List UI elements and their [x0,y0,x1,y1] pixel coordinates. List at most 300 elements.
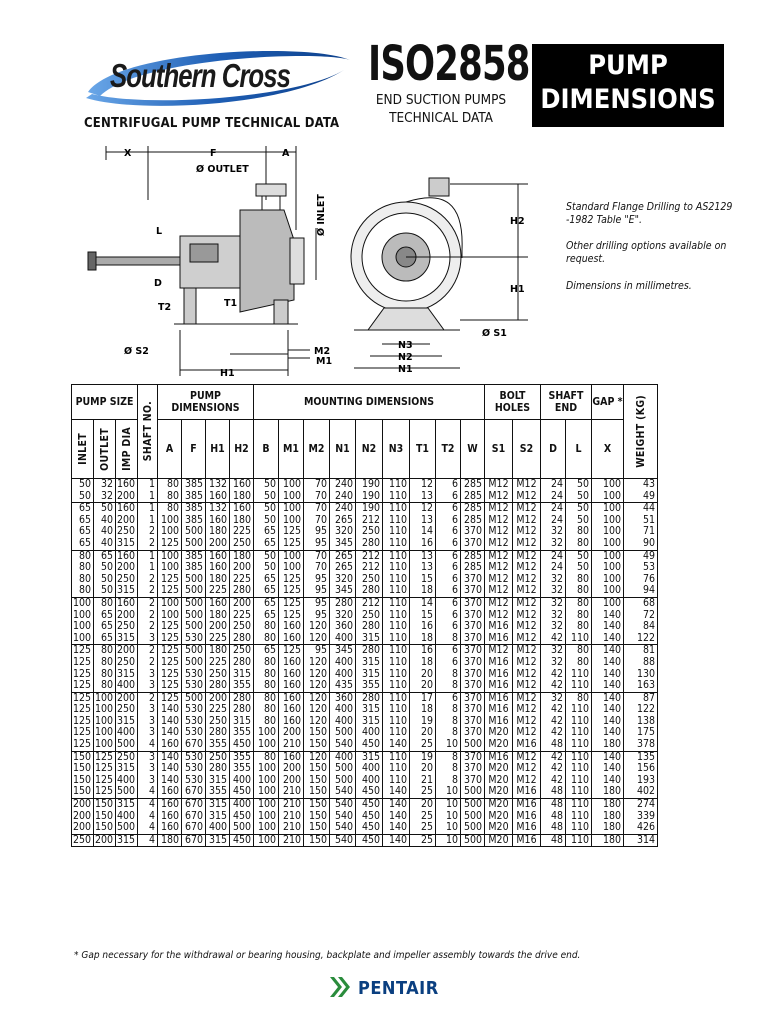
table-cell: 110 [566,739,592,751]
table-cell: 100 [158,562,182,574]
table-cell: 140 [592,633,624,645]
table-cell: 110 [566,763,592,775]
table-cell: 32 [541,597,566,609]
table-cell: 110 [566,811,592,823]
table-cell: 160 [230,503,254,515]
table-cell: 50 [566,550,592,562]
table-cell: M12 [513,692,541,704]
table-cell: 160 [206,562,230,574]
dim-h2-label: H2 [510,216,525,227]
table-cell: 8 [436,727,461,739]
table-cell: 150 [94,822,116,834]
table-cell: 385 [182,550,206,562]
dim-t1-label: T1 [224,298,238,309]
table-cell: 6 [436,645,461,657]
table-cell: 110 [383,775,410,787]
brand-name: Southern Cross [110,57,290,94]
table-row [72,763,658,775]
table-cell: 65 [94,621,116,633]
table-cell: 180 [592,799,624,811]
table-cell: 6 [436,562,461,574]
table-cell: 150 [72,786,94,798]
table-cell: 110 [566,751,592,763]
table-row [72,657,658,669]
table-cell: 100 [592,597,624,609]
table-cell: 250 [116,704,138,716]
table-cell: 81 [624,645,658,657]
table-cell: 100 [94,739,116,751]
table-cell: 125 [94,775,116,787]
table-cell: M12 [513,621,541,633]
table-cell: 225 [230,610,254,622]
table-cell: 500 [182,526,206,538]
table-cell: 110 [383,763,410,775]
table-cell: 345 [330,538,356,550]
table-cell: 140 [383,786,410,798]
table-cell: 100 [592,538,624,550]
table-cell: M12 [513,657,541,669]
table-cell: 3 [138,680,158,692]
table-cell: 110 [566,680,592,692]
table-cell: 10 [436,822,461,834]
table-cell: 190 [356,503,383,515]
title-box-line1: PUMP [588,50,668,81]
table-cell: 140 [592,727,624,739]
table-cell: 2 [138,657,158,669]
table-cell: 24 [541,491,566,503]
table-cell: 100 [72,597,94,609]
table-cell: 315 [116,538,138,550]
table-cell: 16 [410,621,436,633]
column-header: F [182,420,206,479]
table-cell: 100 [254,775,279,787]
table-cell: 370 [461,597,485,609]
table-cell: 200 [206,538,230,550]
table-cell: 225 [206,633,230,645]
table-cell: 65 [254,597,279,609]
table-cell: 120 [304,716,330,728]
table-cell: 21 [410,775,436,787]
table-cell: 370 [461,680,485,692]
table-cell: 125 [158,574,182,586]
subtitle-left: CENTRIFUGAL PUMP TECHNICAL DATA [84,116,340,131]
table-cell: 285 [461,562,485,574]
table-cell: 122 [624,704,658,716]
table-cell: 370 [461,692,485,704]
table-cell: 6 [436,574,461,586]
note-drilling: Other drilling options available on request. [566,240,727,265]
table-cell: 2 [138,526,158,538]
table-cell: 70 [304,562,330,574]
table-cell: 400 [330,751,356,763]
table-cell: 125 [158,645,182,657]
table-cell: 426 [624,822,658,834]
table-cell: 19 [410,751,436,763]
table-cell: 48 [541,834,566,847]
table-cell: 500 [182,692,206,704]
table-cell: 24 [541,515,566,527]
table-cell: 285 [461,479,485,491]
table-cell: 180 [206,526,230,538]
table-row [72,526,658,538]
table-cell: 110 [566,669,592,681]
table-cell: 42 [541,716,566,728]
table-cell: M20 [485,811,513,823]
table-cell: 140 [592,680,624,692]
table-cell: 110 [383,491,410,503]
table-cell: 670 [182,786,206,798]
table-cell: 4 [138,799,158,811]
table-cell: 500 [182,538,206,550]
table-cell: M16 [513,811,541,823]
dim-a-label: A [282,148,290,159]
table-cell: 80 [254,621,279,633]
table-cell: M12 [513,633,541,645]
table-cell: 70 [304,550,330,562]
column-header: H1 [206,420,230,479]
table-cell: 315 [206,811,230,823]
table-cell: 24 [541,503,566,515]
table-cell: 80 [158,503,182,515]
table-cell: 65 [254,645,279,657]
dim-l-label: L [156,226,163,237]
table-cell: 42 [541,751,566,763]
table-cell: 43 [624,479,658,491]
table-row [72,574,658,586]
table-cell: 2 [138,610,158,622]
table-cell: M12 [513,645,541,657]
table-cell: 210 [279,822,304,834]
dim-n2-label: N2 [398,352,413,363]
table-cell: 1 [138,562,158,574]
table-cell: 100 [592,491,624,503]
table-cell: M20 [485,786,513,798]
table-cell: 8 [436,669,461,681]
table-cell: 14 [410,597,436,609]
table-cell: 132 [206,479,230,491]
table-cell: 200 [206,621,230,633]
table-row [72,491,658,503]
table-cell: 80 [254,657,279,669]
table-cell: 14 [410,526,436,538]
table-cell: 80 [254,669,279,681]
table-cell: 315 [356,657,383,669]
table-cell: 315 [116,669,138,681]
table-cell: 670 [182,834,206,847]
table-cell: 80 [94,657,116,669]
dim-n3-label: N3 [398,340,413,351]
dim-f-label: F [210,148,217,159]
table-cell: M12 [485,610,513,622]
table-cell: 50 [94,562,116,574]
table-cell: 385 [182,503,206,515]
table-cell: 110 [566,633,592,645]
table-cell: 3 [138,763,158,775]
dim-outlet-label: Ø OUTLET [196,164,249,175]
table-cell: 160 [279,704,304,716]
table-cell: 180 [230,515,254,527]
table-cell: 18 [410,704,436,716]
table-cell: 500 [182,657,206,669]
table-cell: M12 [485,538,513,550]
table-cell: 4 [138,834,158,847]
table-cell: 280 [330,597,356,609]
table-cell: 80 [94,597,116,609]
table-cell: 500 [182,610,206,622]
table-cell: 370 [461,538,485,550]
dim-m2-label: M2 [314,346,331,357]
table-cell: 80 [72,585,94,597]
table-cell: 280 [230,692,254,704]
table-cell: 6 [436,491,461,503]
table-cell: 50 [566,515,592,527]
table-cell: 110 [383,621,410,633]
table-cell: 500 [116,786,138,798]
table-cell: M12 [485,597,513,609]
table-cell: 160 [158,822,182,834]
table-cell: 125 [72,645,94,657]
table-cell: 670 [182,799,206,811]
table-cell: 120 [304,621,330,633]
table-cell: 240 [330,491,356,503]
table-cell: 355 [230,763,254,775]
table-cell: 110 [383,538,410,550]
table-cell: 110 [566,716,592,728]
table-cell: 49 [624,491,658,503]
table-cell: 140 [383,739,410,751]
table-cell: M16 [485,716,513,728]
table-cell: 100 [72,610,94,622]
table-cell: 200 [116,692,138,704]
table-cell: 100 [592,479,624,491]
table-cell: M12 [513,716,541,728]
table-cell: 156 [624,763,658,775]
table-cell: 40 [94,538,116,550]
table-cell: 125 [94,751,116,763]
table-cell: M12 [485,491,513,503]
table-cell: 140 [592,692,624,704]
column-header: M2 [304,420,330,479]
table-cell: 70 [304,479,330,491]
table-cell: 6 [436,621,461,633]
table-cell: 65 [254,526,279,538]
table-cell: 110 [383,574,410,586]
table-cell: 200 [279,727,304,739]
table-cell: 125 [158,669,182,681]
table-cell: 240 [330,479,356,491]
table-row [72,597,658,609]
table-cell: 4 [138,786,158,798]
table-cell: 225 [206,585,230,597]
table-cell: 210 [279,799,304,811]
table-cell: 80 [72,550,94,562]
table-cell: 42 [541,669,566,681]
table-cell: 160 [158,799,182,811]
table-cell: 32 [541,657,566,669]
table-cell: 65 [254,610,279,622]
table-cell: 80 [566,597,592,609]
column-header: N1 [330,420,356,479]
table-cell: M20 [485,775,513,787]
table-cell: 95 [304,538,330,550]
table-cell: 100 [94,704,116,716]
table-cell: M12 [513,704,541,716]
table-cell: M12 [485,574,513,586]
table-cell: 2 [138,597,158,609]
table-cell: 140 [383,811,410,823]
table-cell: 125 [279,610,304,622]
table-cell: 8 [436,716,461,728]
table-cell: 110 [383,669,410,681]
table-cell: 100 [158,515,182,527]
table-cell: 150 [304,834,330,847]
table-cell: 400 [230,775,254,787]
table-cell: 540 [330,739,356,751]
column-header: X [592,420,624,479]
table-cell: 100 [592,550,624,562]
table-cell: 100 [279,479,304,491]
column-header: H2 [230,420,254,479]
table-cell: 122 [624,633,658,645]
table-cell: 315 [206,775,230,787]
table-cell: 400 [330,716,356,728]
table-cell: 80 [72,562,94,574]
table-cell: 95 [304,526,330,538]
table-cell: 110 [383,633,410,645]
table-cell: 210 [279,739,304,751]
table-cell: 540 [330,811,356,823]
table-cell: 140 [592,610,624,622]
table-row [72,822,658,834]
table-cell: 125 [72,704,94,716]
table-cell: 385 [182,491,206,503]
table-cell: 150 [72,775,94,787]
table-cell: 385 [182,515,206,527]
table-cell: M20 [485,727,513,739]
table-cell: 42 [541,775,566,787]
table-cell: 110 [383,657,410,669]
table-cell: 125 [72,680,94,692]
table-cell: M16 [485,704,513,716]
table-cell: 110 [383,515,410,527]
table-cell: 200 [94,834,116,847]
table-row [72,692,658,704]
table-cell: 80 [158,479,182,491]
table-cell: 315 [116,763,138,775]
table-cell: 370 [461,621,485,633]
table-cell: 320 [330,526,356,538]
table-cell: 44 [624,503,658,515]
table-row [72,727,658,739]
table-cell: 210 [279,811,304,823]
table-cell: 80 [566,574,592,586]
table-cell: 100 [254,811,279,823]
table-cell: 265 [330,562,356,574]
table-cell: 40 [94,526,116,538]
table-cell: 360 [330,692,356,704]
table-cell: 24 [541,550,566,562]
table-cell: 125 [279,526,304,538]
table-cell: 80 [94,669,116,681]
dim-x-label: X [124,148,132,159]
table-cell: 135 [624,751,658,763]
table-cell: 160 [116,550,138,562]
table-row [72,775,658,787]
table-cell: 400 [206,822,230,834]
table-cell: 65 [94,550,116,562]
table-cell: 250 [116,751,138,763]
table-cell: 140 [158,704,182,716]
table-cell: 120 [304,633,330,645]
table-cell: 80 [566,657,592,669]
table-cell: 355 [230,751,254,763]
table-cell: M16 [513,834,541,847]
table-cell: 125 [72,692,94,704]
table-cell: 315 [356,669,383,681]
table-cell: 540 [330,786,356,798]
table-cell: 80 [566,585,592,597]
table-cell: 6 [436,515,461,527]
table-cell: 3 [138,669,158,681]
table-cell: M16 [485,669,513,681]
table-cell: 125 [158,692,182,704]
table-cell: M12 [513,585,541,597]
table-cell: 42 [541,680,566,692]
table-cell: 180 [592,822,624,834]
table-cell: 265 [330,515,356,527]
table-cell: 50 [254,550,279,562]
dim-inlet-label: Ø INLET [316,194,327,236]
table-row [72,786,658,798]
table-cell: 160 [206,597,230,609]
table-cell: 13 [410,515,436,527]
table-cell: 450 [230,834,254,847]
table-cell: 315 [116,799,138,811]
table-cell: 200 [230,597,254,609]
table-cell: 500 [182,597,206,609]
standard-subtitle-2: TECHNICAL DATA [389,110,493,126]
table-cell: M12 [513,503,541,515]
table-cell: 100 [592,574,624,586]
table-cell: 100 [279,562,304,574]
table-cell: 370 [461,763,485,775]
column-header: S1 [485,420,513,479]
table-cell: 500 [461,822,485,834]
table-cell: 12 [410,479,436,491]
table-cell: 8 [436,680,461,692]
table-cell: 50 [566,479,592,491]
table-row [72,550,658,562]
table-cell: 110 [383,562,410,574]
table-cell: 110 [383,727,410,739]
table-cell: M20 [485,799,513,811]
table-cell: 160 [230,479,254,491]
table-cell: 13 [410,550,436,562]
table-cell: 125 [279,538,304,550]
table-cell: 50 [72,491,94,503]
table-cell: 32 [94,479,116,491]
table-cell: M12 [485,479,513,491]
table-cell: 100 [254,786,279,798]
table-cell: 250 [116,526,138,538]
table-cell: M12 [485,515,513,527]
table-cell: 88 [624,657,658,669]
table-cell: 280 [356,585,383,597]
table-cell: 24 [541,479,566,491]
table-cell: 125 [158,621,182,633]
table-cell: 125 [279,597,304,609]
table-cell: 100 [592,585,624,597]
